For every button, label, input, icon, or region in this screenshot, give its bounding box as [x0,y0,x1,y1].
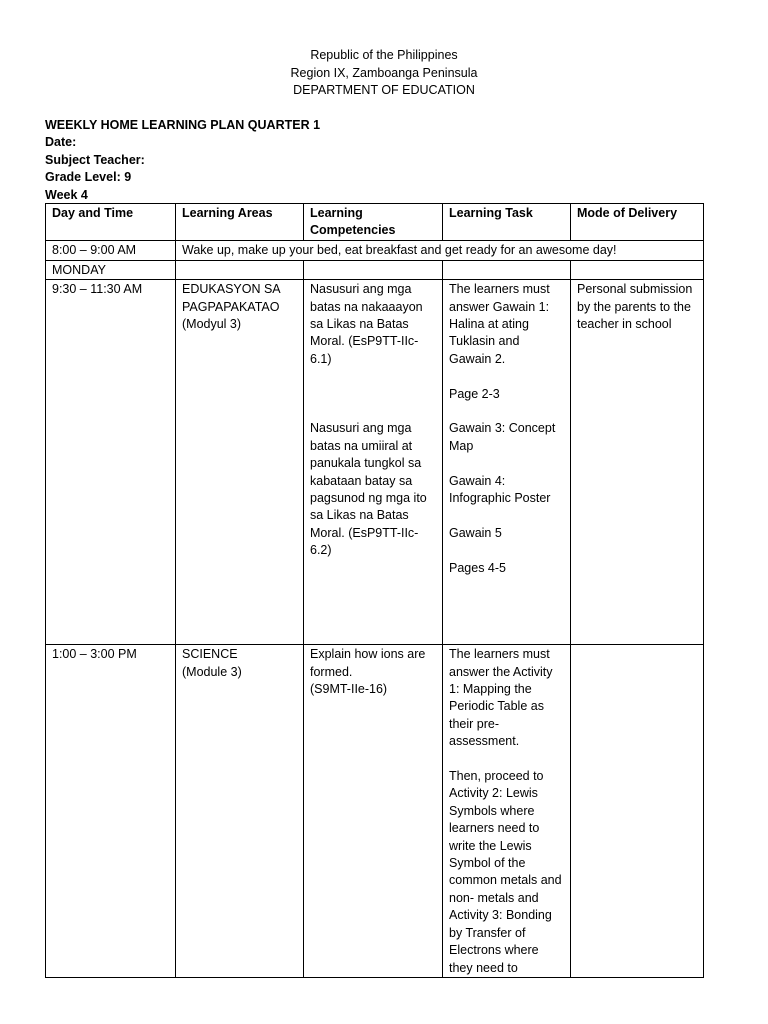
row-competencies [304,645,443,978]
col-header-day-time: Day and Time [46,204,176,241]
task-text: Gawain 4: Infographic Poster [449,473,551,506]
task-text: Page 2-3 [449,386,500,401]
table-row [46,280,704,645]
task-text: The learners must answer the Activity 1: Mapping the Periodic Table as their pre-assessment. [449,647,553,749]
document-header [0,47,768,100]
date-label: Date: [45,135,77,150]
area-line: (Module 3) [182,664,242,679]
plan-meta [45,117,320,204]
row-mode-of-delivery [571,645,704,978]
morning-note: Wake up, make up your bed, eat breakfast and get ready for an awesome day! [176,240,704,260]
competency-text: Explain how ions are formed. [310,647,426,679]
task-text: The learners must answer Gawain 1: Halina at ating Tuklasin and Gawain 2. [449,282,550,366]
task-text: Gawain 5 [449,525,502,540]
header-department: DEPARTMENT OF EDUCATION [293,83,475,97]
row-learning-task [443,280,571,645]
row-time: 1:00 – 3:00 PM [46,645,176,978]
grade-level-label: Grade Level: 9 [45,170,132,185]
subject-teacher-label: Subject Teacher: [45,152,145,167]
table-row [46,645,704,978]
day-label: MONDAY [46,260,176,279]
learning-plan-table [45,203,704,978]
competency-text: (S9MT-IIe-16) [310,682,388,697]
header-region: Region IX, Zamboanga Peninsula [290,65,478,80]
col-header-learning-task: Learning Task [443,204,571,241]
col-header-mode-of-delivery: Mode of Delivery [571,204,704,241]
table-row-day [46,260,704,279]
row-competencies [304,280,443,645]
week-label: Week 4 [45,187,88,202]
task-text: Pages 4-5 [449,560,506,575]
header-republic: Republic of the Philippines [310,48,458,62]
area-line: EDUKASYON SA [182,282,281,297]
competency-text: Nasusuri ang mga batas na umiiral at panukala tungkol sa kabataan batay sa pagsunod ng mga ito sa Likas na Batas Moral. (EsP9TT-IIc-6.2) [310,421,427,558]
table-row-morning [46,240,704,260]
col-header-learning-competencies: Learning Competencies [304,204,443,241]
row-learning-area [176,280,304,645]
plan-title: WEEKLY HOME LEARNING PLAN QUARTER 1 [45,118,321,132]
competency-text: Nasusuri ang mga batas na nakaaayon sa Likas na Batas Moral. (EsP9TT-IIc-6.1) [310,282,423,366]
morning-time: 8:00 – 9:00 AM [46,240,176,260]
area-line: PAGPAPAKATAO [182,299,280,314]
row-mode-of-delivery: Personal submission by the parents to the teacher in school [571,280,704,645]
area-line: (Modyul 3) [182,317,242,332]
task-text: Gawain 3: Concept Map [449,421,556,453]
col-header-learning-areas: Learning Areas [176,204,304,241]
task-text: Then, proceed to Activity 2: Lewis Symbols where learners need to write the Lewis Symbol of the common metals and non- metals and Activity 3: Bonding by Transfer of Electrons where they need to [449,769,562,975]
table-header-row [46,204,704,241]
row-learning-task [443,645,571,978]
row-learning-area [176,645,304,978]
row-time: 9:30 – 11:30 AM [46,280,176,645]
area-line: SCIENCE [182,647,238,662]
